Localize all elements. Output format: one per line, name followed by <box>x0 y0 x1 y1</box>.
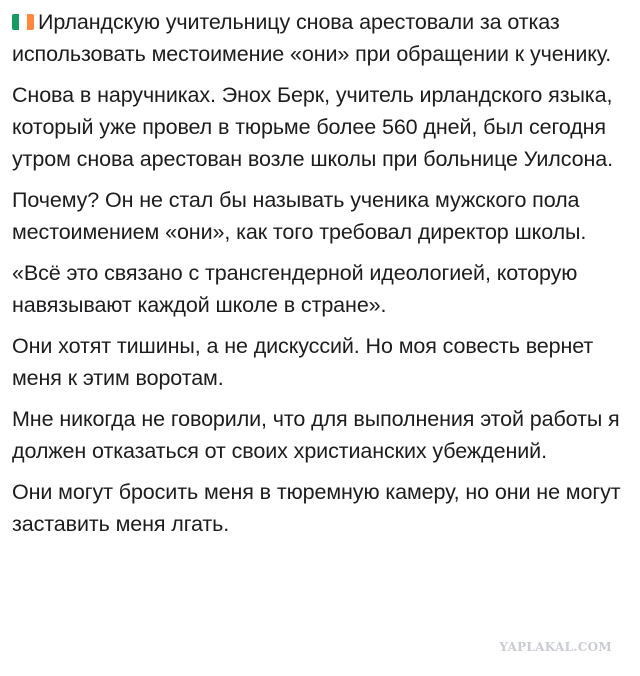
post-paragraph: Мне никогда не говорили, что для выполнения этой работы я должен отказаться от своих христианских убеждений. <box>12 407 620 463</box>
post-paragraph: «Всё это связано с трансгендерной идеологией, которую навязывают каждой школе в стране». <box>12 261 578 317</box>
ireland-flag-icon <box>12 14 34 30</box>
post-paragraph: Они хотят тишины, а не дискуссий. Но моя совесть вернет меня к этим воротам. <box>12 334 594 390</box>
watermark: YAPLAKAL.COM <box>499 640 612 654</box>
post-paragraph: Снова в наручниках. Энох Берк, учитель ирландского языка, который уже провел в тюрьме более 560 дней, был сегодня утром снова арестован возле школы при больнице Уилсона. <box>12 83 613 171</box>
post-body <box>12 6 630 549</box>
post-headline <box>12 6 630 70</box>
post-paragraph: Почему? Он не стал бы называть ученика мужского пола местоимением «они», как того требовал директор школы. <box>12 188 587 244</box>
post-paragraph: Они могут бросить меня в тюремную камеру, но они не могут заставить меня лгать. <box>12 480 621 536</box>
headline-text: Ирландскую учительницу снова арестовали за отказ использовать местоимение «они» при обращении к ученику. <box>12 10 612 66</box>
